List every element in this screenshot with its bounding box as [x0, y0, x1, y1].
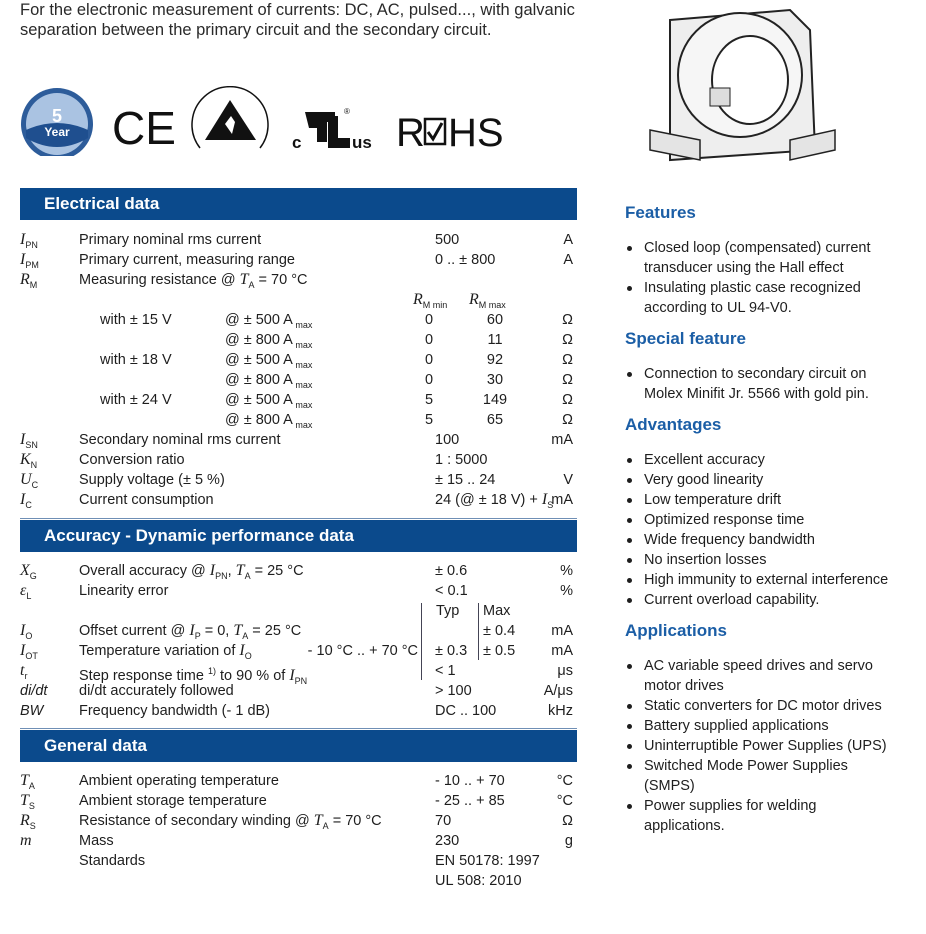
rm-max-value: 65 [486, 412, 504, 428]
svg-text:Year: Year [44, 125, 70, 139]
list-item: Connection to secondary circuit on Molex Minifit Jr. 5566 with gold pin. [625, 364, 895, 404]
inline-symbol: $T_A$ [235, 562, 251, 581]
value: EN 50178: 1997 [435, 853, 540, 869]
current-condition: @ ± 800 A $_{max}$ [225, 332, 313, 350]
product-image [640, 0, 840, 170]
value: 500 [435, 232, 460, 248]
list-item: Excellent accuracy [625, 450, 895, 470]
symbol: $t_r$ [20, 662, 28, 681]
table-row [0, 250, 590, 270]
intro-text: For the electronic measurement of currents: DC, AC, pulsed..., with galvanic separation between the primary circuit and the secondary circuit. [20, 1, 575, 39]
unit: mA [551, 492, 573, 508]
unit: Ω [562, 312, 573, 328]
subscript: r [24, 671, 28, 681]
table-row [0, 641, 590, 661]
table-row [0, 350, 590, 370]
list-item: Power supplies for welding applications. [625, 796, 895, 836]
max-value: ± 0.5 [483, 643, 516, 659]
subscript: A [242, 631, 249, 641]
symbol: $I_C$ [20, 491, 32, 510]
symbol: $I_{OT}$ [20, 642, 38, 661]
table-row [0, 290, 590, 310]
value: ± 0.6 [435, 563, 468, 579]
subscript: S [547, 500, 554, 510]
description: Ambient storage temperature [79, 793, 267, 809]
subscript: A [244, 571, 251, 581]
symbol: $R_S$ [20, 812, 36, 831]
subscript: PN [294, 675, 308, 686]
section-heading: Applications [625, 621, 728, 640]
table-row [0, 621, 590, 641]
unit: Ω [562, 352, 573, 368]
value: > 100 [435, 683, 472, 699]
description: Temperature variation of $I_O$ [79, 642, 252, 661]
table-row [0, 561, 590, 581]
value: 70 [435, 813, 452, 829]
symbol: $K_N$ [20, 451, 38, 470]
table-row [0, 430, 590, 450]
symbol: $T_A$ [20, 772, 35, 791]
subscript: OT [25, 651, 38, 661]
accuracy-data-table [0, 561, 590, 721]
list-item: Switched Mode Power Supplies (SMPS) [625, 756, 895, 796]
svg-text:R: R [396, 111, 425, 155]
table-row [0, 871, 590, 891]
rm-max-header: $R_{M max}$ [469, 291, 506, 310]
unit: Ω [562, 813, 573, 829]
inline-symbol: $I_P$ [189, 622, 201, 641]
unit: A [563, 232, 573, 248]
section-header-accuracy: Accuracy - Dynamic performance data [20, 520, 577, 552]
supply-condition: with ± 15 V [100, 312, 172, 328]
description: Frequency bandwidth (- 1 dB) [79, 703, 271, 719]
subscript: M max [478, 300, 506, 310]
max-header: Max [483, 603, 511, 619]
unit: V [563, 472, 573, 488]
subscript: S [29, 821, 36, 831]
symbol: $\varepsilon_L$ [20, 582, 32, 601]
subscript: max [292, 360, 313, 370]
divider [20, 728, 577, 729]
current-condition: @ ± 800 A $_{max}$ [225, 372, 313, 390]
description: Primary current, measuring range [79, 252, 295, 268]
svg-text:5: 5 [51, 106, 63, 126]
rm-min-value: 0 [425, 312, 434, 328]
subscript: C [25, 500, 32, 510]
rm-max-value: 149 [482, 392, 508, 408]
subscript: max [292, 420, 313, 430]
subscript: max [292, 340, 313, 350]
value: DC .. 100 [435, 703, 497, 719]
section-header-general: General data [20, 730, 577, 762]
table-row [0, 410, 590, 430]
bullet-list [625, 656, 915, 836]
table-row [0, 771, 590, 791]
table-row [0, 230, 590, 250]
electrical-data-table [0, 230, 590, 510]
list-item: Closed loop (compensated) current transducer using the Hall effect [625, 238, 895, 278]
value: < 1 [435, 663, 456, 679]
symbol: $U_C$ [20, 471, 39, 490]
symbol: $R_M$ [20, 271, 38, 290]
description: Overall accuracy @ $I_{PN}$, $T_A = 25$ °C [79, 562, 304, 581]
description: Offset current @ $I_P = 0$, $T_A = 25$ °C [79, 622, 302, 641]
max-divider [478, 603, 479, 660]
rm-min-value: 0 [425, 332, 434, 348]
rm-min-value: 5 [425, 412, 434, 428]
table-row [0, 681, 590, 701]
list-item: Wide frequency bandwidth [625, 530, 895, 550]
bullet-list [625, 450, 915, 610]
subscript: M [29, 280, 38, 290]
value: ± 15 .. 24 [435, 472, 496, 488]
description: Resistance of secondary winding @ $T_A = 70$ °C [79, 812, 382, 831]
list-item: High immunity to external interference [625, 570, 895, 590]
description: di/dt accurately followed [79, 683, 234, 699]
subscript: S [28, 801, 35, 811]
list-item: Battery supplied applications [625, 716, 895, 736]
table-row [0, 661, 590, 686]
value: 100 [435, 432, 460, 448]
rohs-logo [396, 111, 504, 155]
inline-symbol: $I_S$ [541, 491, 554, 510]
subscript: O [25, 631, 33, 641]
subscript: A [248, 280, 255, 290]
ul-c-mark: c [292, 133, 302, 152]
description: Linearity error [79, 583, 169, 599]
unit: °C [556, 773, 573, 789]
table-row [0, 310, 590, 330]
unit: Ω [562, 392, 573, 408]
value: 1 : 5000 [435, 452, 488, 468]
rm-max-value: 92 [486, 352, 504, 368]
subscript: A [28, 781, 35, 791]
footnote-ref: 1) [207, 666, 216, 676]
unit: % [560, 563, 573, 579]
list-item: Optimized response time [625, 510, 895, 530]
list-item: Insulating plastic case recognized according to UL 94-V0. [625, 278, 895, 318]
sidebar [625, 202, 915, 846]
description: Conversion ratio [79, 452, 185, 468]
value: 24 (@ ± 18 $V) + I_S$ [435, 491, 554, 510]
description: Secondary nominal rms current [79, 432, 281, 448]
table-row [0, 450, 590, 470]
rm-min-value: 0 [425, 372, 434, 388]
symbol: $I_{PN}$ [20, 231, 38, 250]
rm-max-value: 11 [487, 332, 503, 348]
value: UL 508: 2010 [435, 873, 522, 889]
subscript: max [292, 400, 313, 410]
subscript: SN [25, 440, 38, 450]
section-header-electrical: Electrical data [20, 188, 577, 220]
svg-text:HS: HS [448, 111, 504, 155]
table-row [0, 581, 590, 601]
list-item: No insertion losses [625, 550, 895, 570]
unit: μs [557, 663, 573, 679]
table-row [0, 470, 590, 490]
list-item: Low temperature drift [625, 490, 895, 510]
section-heading: Advantages [625, 415, 722, 434]
list-item: Static converters for DC motor drives [625, 696, 895, 716]
ul-us-mark: us [352, 133, 372, 152]
table-row [0, 370, 590, 390]
subscript: M min [422, 300, 448, 310]
inline-symbol: $I_{PN}$ [209, 562, 228, 581]
bullet-list [625, 238, 915, 318]
table-row [0, 270, 590, 290]
subscript: max [292, 320, 313, 330]
svg-text:®: ® [344, 107, 350, 116]
table-row [0, 831, 590, 851]
unit: Ω [562, 412, 573, 428]
table-row [0, 490, 590, 510]
current-condition: @ ± 500 A $_{max}$ [225, 352, 313, 370]
description: Primary nominal rms current [79, 232, 262, 248]
unit: mA [551, 643, 573, 659]
list-item: AC variable speed drives and servo motor drives [625, 656, 895, 696]
symbol: $I_{SN}$ [20, 431, 38, 450]
rm-min-value: 5 [425, 392, 434, 408]
subscript: O [244, 651, 252, 661]
unit: mA [551, 432, 573, 448]
subscript: PM [25, 260, 39, 270]
typ-divider [421, 603, 422, 680]
description: Measuring resistance @ $T_A = 70$ °C [79, 271, 308, 290]
symbol: $X_G$ [20, 562, 37, 581]
table-row [0, 701, 590, 721]
subscript: L [26, 591, 32, 601]
unit: mA [551, 623, 573, 639]
list-item: Very good linearity [625, 470, 895, 490]
description: Current consumption [79, 492, 214, 508]
description: Standards [79, 853, 146, 869]
subscript: PN [25, 240, 38, 250]
current-condition: @ ± 500 A $_{max}$ [225, 312, 313, 330]
description: Step response time $^{1)}$ to 90 % of $I_{PN}$ [79, 666, 308, 686]
symbol: $I_O$ [20, 622, 33, 641]
value: - 10 .. + 70 [435, 773, 505, 789]
list-item: Current overload capability. [625, 590, 895, 610]
table-row [0, 390, 590, 410]
divider [20, 518, 577, 519]
description: Mass [79, 833, 114, 849]
value: ± 0.3 [435, 643, 468, 659]
table-row [0, 811, 590, 831]
unit: A [563, 252, 573, 268]
unit: kHz [548, 703, 573, 719]
rm-min-header: $R_{M min}$ [413, 291, 448, 310]
table-row [0, 330, 590, 350]
condition: - 10 °C .. + 70 °C [307, 643, 418, 659]
value: < 0.1 [435, 583, 468, 599]
current-condition: @ ± 500 A $_{max}$ [225, 392, 313, 410]
certification-logos [20, 86, 540, 156]
symbol: BW [20, 703, 44, 719]
subscript: A [322, 821, 329, 831]
supply-condition: with ± 18 V [100, 352, 172, 368]
table-row [0, 851, 590, 871]
symbol: $I_{PM}$ [20, 251, 39, 270]
subscript: N [30, 460, 38, 470]
value: 230 [435, 833, 460, 849]
value: - 25 .. + 85 [435, 793, 505, 809]
rm-max-value: 60 [486, 312, 504, 328]
inline-symbol: $T_A$ [233, 622, 249, 641]
ul-mark-icon [305, 112, 350, 148]
unit: % [560, 583, 573, 599]
table-row [0, 791, 590, 811]
warranty-seal-icon [21, 88, 93, 156]
inline-symbol: $T_A$ [239, 271, 255, 290]
unit: g [564, 833, 573, 849]
supply-condition: with ± 24 V [100, 392, 172, 408]
unit: Ω [562, 372, 573, 388]
esd-warning-icon [192, 87, 268, 148]
unit: Ω [562, 332, 573, 348]
symbol: di/dt [20, 683, 48, 699]
subscript: P [194, 631, 201, 641]
subscript: PN [215, 571, 228, 581]
section-heading: Special feature [625, 329, 746, 348]
rm-min-value: 0 [425, 352, 434, 368]
subscript: C [31, 480, 39, 490]
section-heading: Features [625, 203, 696, 222]
inline-symbol: $I_{PN}$ [289, 666, 308, 686]
bullet-list [625, 364, 915, 404]
description: Supply voltage (± 5 %) [79, 472, 225, 488]
list-item: Uninterruptible Power Supplies (UPS) [625, 736, 895, 756]
ce-mark-icon: CE [112, 102, 176, 154]
typ-header: Typ [436, 603, 460, 619]
general-data-table [0, 771, 590, 891]
symbol: m [20, 832, 32, 849]
max-value: ± 0.4 [483, 623, 516, 639]
table-row [0, 601, 590, 621]
unit: °C [556, 793, 573, 809]
inline-symbol: $I_O$ [239, 642, 252, 661]
rm-max-value: 30 [486, 372, 504, 388]
unit: A/μs [543, 683, 573, 699]
subscript: max [292, 380, 313, 390]
inline-symbol: $T_A$ [313, 812, 329, 831]
current-condition: @ ± 800 A $_{max}$ [225, 412, 313, 430]
symbol: $T_S$ [20, 792, 35, 811]
value: 0 .. ± 800 [435, 252, 496, 268]
subscript: G [29, 571, 37, 581]
description: Ambient operating temperature [79, 773, 279, 789]
